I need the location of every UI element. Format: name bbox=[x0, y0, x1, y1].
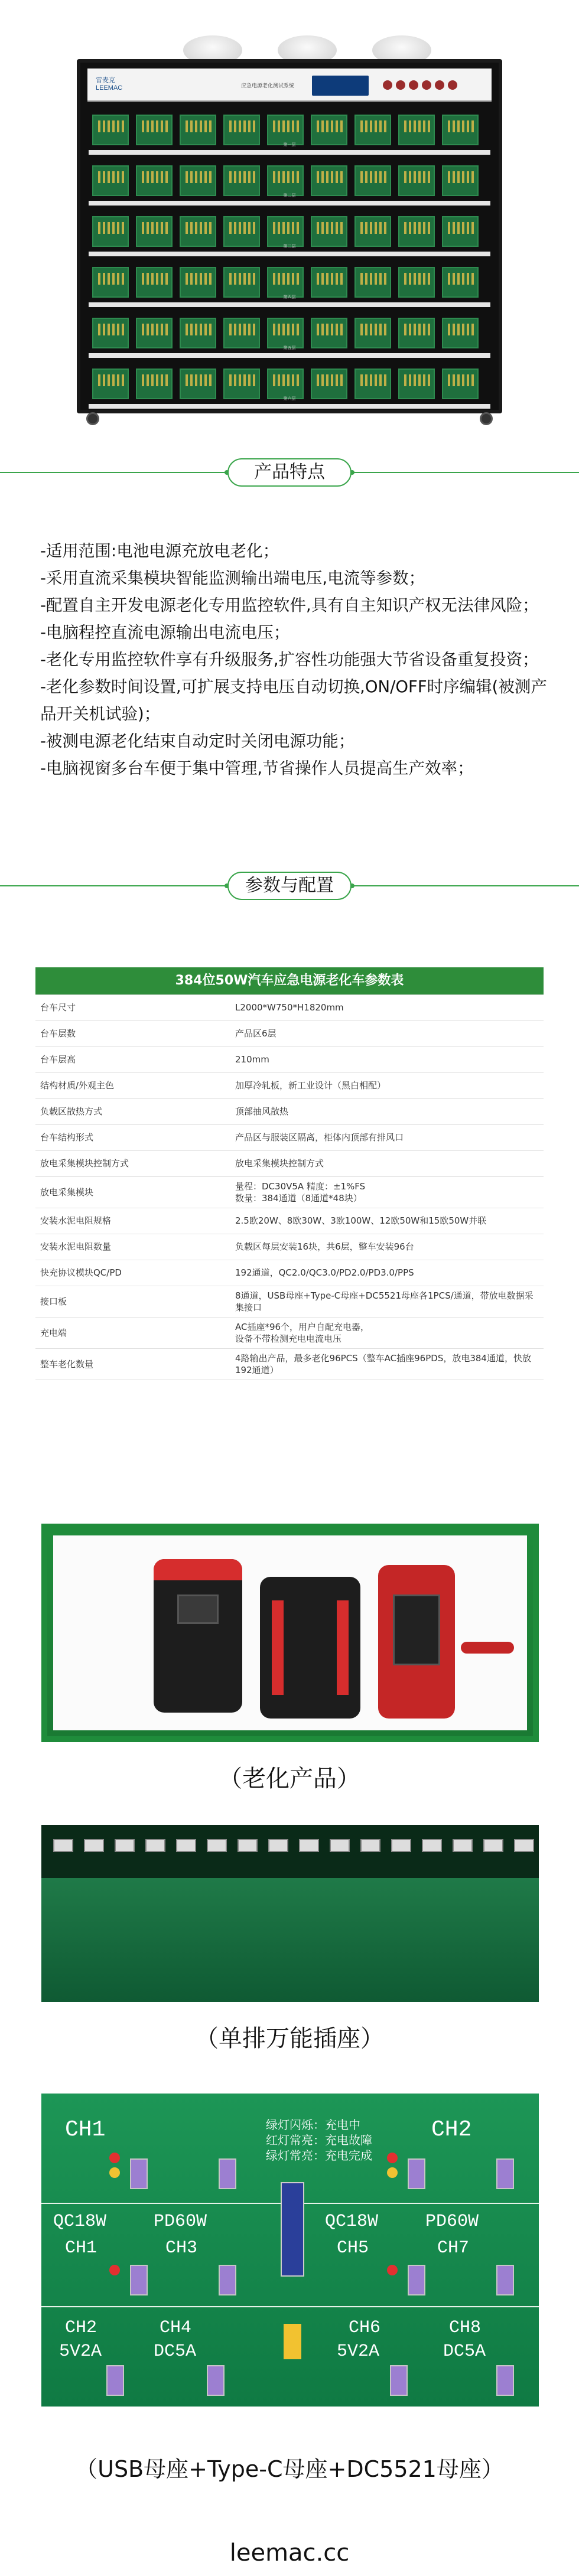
shelf-rail bbox=[89, 201, 490, 206]
shelf-tag: 第四层 bbox=[283, 295, 296, 299]
board-label: CH3 bbox=[165, 2238, 198, 2258]
table-row bbox=[35, 1150, 544, 1176]
board-label: CH2 bbox=[431, 2117, 472, 2143]
pcb-board bbox=[354, 115, 391, 145]
usb-port bbox=[390, 2365, 408, 2396]
status-led bbox=[109, 2153, 120, 2163]
pcb-board bbox=[223, 267, 260, 298]
param-value: 顶部抽风散热 bbox=[230, 1098, 544, 1124]
rack-shelf bbox=[89, 210, 490, 260]
rack-shelf bbox=[89, 312, 490, 361]
pcb-board bbox=[92, 165, 129, 196]
header-rule bbox=[0, 885, 227, 886]
param-key: 快充协议模块QC/PD bbox=[35, 1260, 230, 1286]
table-row bbox=[35, 1317, 544, 1348]
shelf-rail bbox=[89, 252, 490, 256]
socket-outlet bbox=[53, 1839, 73, 1852]
header-rule bbox=[0, 472, 227, 473]
panel-knobs bbox=[383, 80, 489, 91]
param-key: 台车层数 bbox=[35, 1020, 230, 1046]
legend-line: 绿灯闪烁：充电中 bbox=[266, 2118, 360, 2132]
aging-rack-photo bbox=[77, 35, 502, 425]
header-rule bbox=[352, 885, 579, 886]
pcb-board bbox=[398, 216, 435, 247]
table-row bbox=[35, 1208, 544, 1234]
pcb-board bbox=[442, 318, 479, 348]
usb-port bbox=[496, 2365, 514, 2396]
table-row bbox=[35, 1176, 544, 1208]
knob bbox=[409, 80, 418, 90]
pcb-board bbox=[354, 165, 391, 196]
param-value: 2.5欧20W、8欧30W、3欧100W、12欧50W和15欧50W并联 bbox=[230, 1208, 544, 1234]
brand-cn: 雷麦克 bbox=[96, 77, 115, 84]
pcb-board bbox=[180, 369, 216, 399]
knob bbox=[396, 80, 405, 90]
caster-wheel bbox=[480, 412, 493, 425]
table-row bbox=[35, 1286, 544, 1317]
usb-port bbox=[106, 2365, 124, 2396]
pcb-board bbox=[223, 369, 260, 399]
photo-caption: （USB母座+Type-C母座+DC5521母座） bbox=[75, 2456, 504, 2482]
pcb-board bbox=[398, 115, 435, 145]
board-label: CH2 bbox=[65, 2318, 97, 2338]
feature-item: -老化专用监控软件享有升级服务,扩容性功能强大节省设备重复投资； bbox=[40, 650, 539, 669]
params-header bbox=[0, 868, 579, 904]
module-chip bbox=[281, 2182, 304, 2277]
rack-shelf bbox=[89, 109, 490, 158]
board-label: QC18W bbox=[53, 2212, 107, 2232]
usb-port bbox=[130, 2265, 148, 2295]
pcb-board bbox=[180, 267, 216, 298]
status-led bbox=[387, 2265, 398, 2275]
feature-item: -电脑程控直流电源输出电流电压； bbox=[40, 623, 290, 642]
socket-outlet bbox=[207, 1839, 227, 1852]
pcb-board bbox=[311, 369, 347, 399]
parameter-table bbox=[35, 967, 544, 1380]
board-label: PD60W bbox=[154, 2212, 207, 2232]
pcb-board bbox=[354, 318, 391, 348]
table-row bbox=[35, 1348, 544, 1380]
pcb-board bbox=[398, 318, 435, 348]
table-row bbox=[35, 1124, 544, 1150]
param-key: 整车老化数量 bbox=[35, 1348, 230, 1380]
usb-port bbox=[496, 2265, 514, 2295]
jump-starter-unit bbox=[378, 1565, 455, 1719]
feature-item: -被测电源老化结束自动定时关闭电源功能； bbox=[40, 732, 355, 751]
knob bbox=[422, 80, 431, 90]
section-title: 产品特点 bbox=[227, 458, 352, 487]
usb-port bbox=[408, 2265, 425, 2295]
pcb-board bbox=[136, 318, 173, 348]
pcb-board bbox=[398, 369, 435, 399]
pcb-board bbox=[354, 369, 391, 399]
param-key: 台车结构形式 bbox=[35, 1124, 230, 1150]
pcb-board bbox=[223, 115, 260, 145]
pcb-board bbox=[267, 369, 304, 399]
pcb-board bbox=[442, 267, 479, 298]
param-value: AC插座*96个，用户自配充电器， 设备不带检测充电电流电压 bbox=[230, 1317, 544, 1348]
table-row bbox=[35, 1046, 544, 1072]
socket-outlet bbox=[422, 1839, 442, 1852]
caster-wheel bbox=[86, 412, 99, 425]
param-value: 210mm bbox=[230, 1046, 544, 1072]
socket-outlet bbox=[360, 1839, 380, 1852]
param-value: 放电采集模块控制方式 bbox=[230, 1150, 544, 1176]
pcb-board bbox=[311, 165, 347, 196]
board-label: 5V2A bbox=[337, 2342, 380, 2362]
board-divider bbox=[41, 2306, 539, 2307]
table-row bbox=[35, 1020, 544, 1046]
param-key: 负载区散热方式 bbox=[35, 1098, 230, 1124]
rack-control-panel bbox=[87, 69, 492, 102]
unit-stripe bbox=[337, 1600, 349, 1695]
product-photo-socket-row bbox=[41, 1825, 539, 2002]
section-title: 参数与配置 bbox=[227, 872, 352, 900]
header-rule bbox=[352, 472, 579, 473]
board-label: CH1 bbox=[65, 2117, 106, 2143]
pcb-board bbox=[267, 318, 304, 348]
table-row bbox=[35, 994, 544, 1020]
pcb-board bbox=[442, 369, 479, 399]
shelf-rail bbox=[89, 404, 490, 409]
legend-line: 绿灯常亮：充电完成 bbox=[266, 2148, 372, 2163]
clamp-cable bbox=[461, 1642, 514, 1654]
jump-starter-unit bbox=[154, 1559, 242, 1713]
socket-outlet bbox=[238, 1839, 258, 1852]
feature-item: -适用范围:电池电源充放电老化； bbox=[40, 542, 279, 560]
pcb-board bbox=[311, 216, 347, 247]
pcb-board bbox=[180, 216, 216, 247]
pcb-board bbox=[311, 115, 347, 145]
param-value: 量程：DC30V5A 精度：±1%FS 数量：384通道（8通道*48块） bbox=[230, 1176, 544, 1208]
socket-outlet bbox=[84, 1839, 104, 1852]
usb-port bbox=[130, 2158, 148, 2189]
jump-starter-unit bbox=[260, 1577, 360, 1719]
table-row bbox=[35, 1234, 544, 1260]
pcb-board bbox=[267, 165, 304, 196]
table-row bbox=[35, 1072, 544, 1098]
socket-outlet bbox=[483, 1839, 503, 1852]
pcb-board bbox=[136, 216, 173, 247]
shelf-tag: 第二层 bbox=[283, 193, 296, 198]
pcb-board bbox=[267, 267, 304, 298]
board-label: CH8 bbox=[449, 2318, 482, 2338]
feature-item: -配置自主开发电源老化专用监控软件,具有自主知识产权无法律风险； bbox=[40, 596, 539, 615]
board-label: CH4 bbox=[160, 2318, 192, 2338]
board-label: 5V2A bbox=[59, 2342, 102, 2362]
rack-brand bbox=[96, 77, 122, 92]
shelf-tag: 第一层 bbox=[283, 142, 296, 147]
unit-stripe bbox=[154, 1559, 242, 1580]
status-led bbox=[387, 2167, 398, 2178]
board-label: DC5A bbox=[154, 2342, 197, 2362]
pcb-board bbox=[92, 216, 129, 247]
status-led bbox=[109, 2265, 120, 2275]
socket-outlet bbox=[453, 1839, 473, 1852]
table-title: 384位50W汽车应急电源老化车参数表 bbox=[35, 967, 544, 994]
photo-caption: （单排万能插座） bbox=[195, 2025, 384, 2052]
usb-port bbox=[408, 2158, 425, 2189]
rack-shelf bbox=[89, 363, 490, 412]
table-row bbox=[35, 1098, 544, 1124]
param-value: 8通道，USB母座+Type-C母座+DC5521母座各1PCS/通道，带放电数据采集接口 bbox=[230, 1286, 544, 1317]
feature-item: -老化参数时间设置,可扩展支持电压自动切换,ON/OFF时序编辑(被测产品开关机试验)； bbox=[40, 677, 547, 723]
rack-shelf bbox=[89, 159, 490, 209]
pcb-board bbox=[92, 115, 129, 145]
board-label: CH1 bbox=[65, 2238, 97, 2258]
pcb-board bbox=[267, 115, 304, 145]
pcb-board bbox=[311, 318, 347, 348]
shelf-tag: 第六层 bbox=[283, 396, 296, 401]
board-label: DC5A bbox=[443, 2342, 486, 2362]
shelf-tag: 第三层 bbox=[283, 244, 296, 249]
shelf-rail bbox=[89, 302, 490, 307]
pcb-board bbox=[180, 165, 216, 196]
pcb-board bbox=[136, 267, 173, 298]
param-key: 充电端 bbox=[35, 1317, 230, 1348]
param-key: 放电采集模块控制方式 bbox=[35, 1150, 230, 1176]
shelf-rail bbox=[89, 150, 490, 155]
pcb-board bbox=[180, 115, 216, 145]
pcb-board bbox=[354, 267, 391, 298]
socket-strip bbox=[41, 1825, 539, 1884]
socket-outlet bbox=[268, 1839, 288, 1852]
pcb-board bbox=[223, 318, 260, 348]
photo-background bbox=[53, 1535, 527, 1730]
pcb-board bbox=[92, 369, 129, 399]
board-label: PD60W bbox=[425, 2212, 479, 2232]
socket-outlet bbox=[391, 1839, 411, 1852]
socket-outlet bbox=[514, 1839, 534, 1852]
pcb-surface bbox=[41, 1878, 539, 2002]
param-key: 安装水泥电阻规格 bbox=[35, 1208, 230, 1234]
status-led bbox=[387, 2153, 398, 2163]
pcb-board bbox=[398, 267, 435, 298]
param-key: 台车层高 bbox=[35, 1046, 230, 1072]
photo-caption: （老化产品） bbox=[219, 1765, 360, 1792]
product-photo-interface-board bbox=[41, 2094, 539, 2407]
pcb-board bbox=[311, 267, 347, 298]
features-header bbox=[0, 455, 579, 490]
param-key: 接口板 bbox=[35, 1286, 230, 1317]
shelf-tag: 第五层 bbox=[283, 345, 296, 350]
pcb-board bbox=[442, 216, 479, 247]
pcb-board bbox=[136, 369, 173, 399]
param-value: L2000*W750*H1820mm bbox=[230, 994, 544, 1020]
pcb-board bbox=[223, 216, 260, 247]
knob bbox=[448, 80, 457, 90]
footer-site: leemac.cc bbox=[229, 2539, 350, 2567]
capacitor bbox=[284, 2324, 301, 2359]
meter-display bbox=[312, 76, 369, 96]
pcb-board bbox=[354, 216, 391, 247]
usb-port bbox=[207, 2365, 225, 2396]
rack-cabinet bbox=[77, 59, 502, 413]
board-label: CH7 bbox=[437, 2238, 470, 2258]
knob bbox=[383, 80, 392, 90]
param-key: 台车尺寸 bbox=[35, 994, 230, 1020]
param-value: 192通道，QC2.0/QC3.0/PD2.0/PD3.0/PPS bbox=[230, 1260, 544, 1286]
usb-port bbox=[496, 2158, 514, 2189]
knob bbox=[435, 80, 444, 90]
usb-port bbox=[219, 2265, 236, 2295]
param-value: 产品区与服装区隔离，柜体内顶部有排风口 bbox=[230, 1124, 544, 1150]
brand-en: LEEMAC bbox=[96, 84, 123, 92]
param-key: 安装水泥电阻数量 bbox=[35, 1234, 230, 1260]
board-label: CH5 bbox=[337, 2238, 369, 2258]
pcb-board bbox=[442, 165, 479, 196]
pcb-board bbox=[92, 318, 129, 348]
legend-line: 红灯常亮：充电故障 bbox=[266, 2133, 372, 2147]
pcb-board bbox=[267, 216, 304, 247]
pcb-board bbox=[223, 165, 260, 196]
param-value: 加厚冷轧板，新工业设计（黑白相配） bbox=[230, 1072, 544, 1098]
param-key: 结构材质/外观主色 bbox=[35, 1072, 230, 1098]
param-value: 4路输出产品，最多老化96PCS（整车AC插座96PDS，放电384通道，快放192通道） bbox=[230, 1348, 544, 1380]
feature-list bbox=[40, 537, 548, 782]
board-label: QC18W bbox=[325, 2212, 379, 2232]
pcb-board bbox=[442, 115, 479, 145]
socket-outlet bbox=[176, 1839, 196, 1852]
unit-screen bbox=[177, 1594, 219, 1624]
socket-outlet bbox=[299, 1839, 319, 1852]
table-row bbox=[35, 1260, 544, 1286]
pcb-board bbox=[136, 115, 173, 145]
board-label: CH6 bbox=[349, 2318, 381, 2338]
panel-title: 应急电源老化测试系统 bbox=[241, 83, 295, 89]
status-led bbox=[109, 2167, 120, 2178]
led-legend bbox=[266, 2117, 390, 2170]
param-value: 产品区6层 bbox=[230, 1020, 544, 1046]
rack-shelf bbox=[89, 261, 490, 311]
pcb-board bbox=[136, 165, 173, 196]
unit-screen bbox=[393, 1594, 440, 1665]
feature-item: -采用直流采集模块智能监测输出端电压,电流等参数； bbox=[40, 569, 425, 588]
socket-outlet bbox=[330, 1839, 350, 1852]
product-photo-power-banks bbox=[41, 1524, 539, 1742]
pcb-board bbox=[180, 318, 216, 348]
param-value: 负载区每层安装16块，共6层，整车安装96台 bbox=[230, 1234, 544, 1260]
usb-port bbox=[219, 2158, 236, 2189]
unit-stripe bbox=[272, 1600, 284, 1695]
pcb-board bbox=[398, 165, 435, 196]
socket-outlet bbox=[145, 1839, 165, 1852]
feature-item: -电脑视窗多台车便于集中管理,节省操作人员提高生产效率； bbox=[40, 759, 474, 778]
pcb-board bbox=[92, 267, 129, 298]
shelf-rail bbox=[89, 353, 490, 358]
socket-outlet bbox=[115, 1839, 135, 1852]
param-key: 放电采集模块 bbox=[35, 1176, 230, 1208]
